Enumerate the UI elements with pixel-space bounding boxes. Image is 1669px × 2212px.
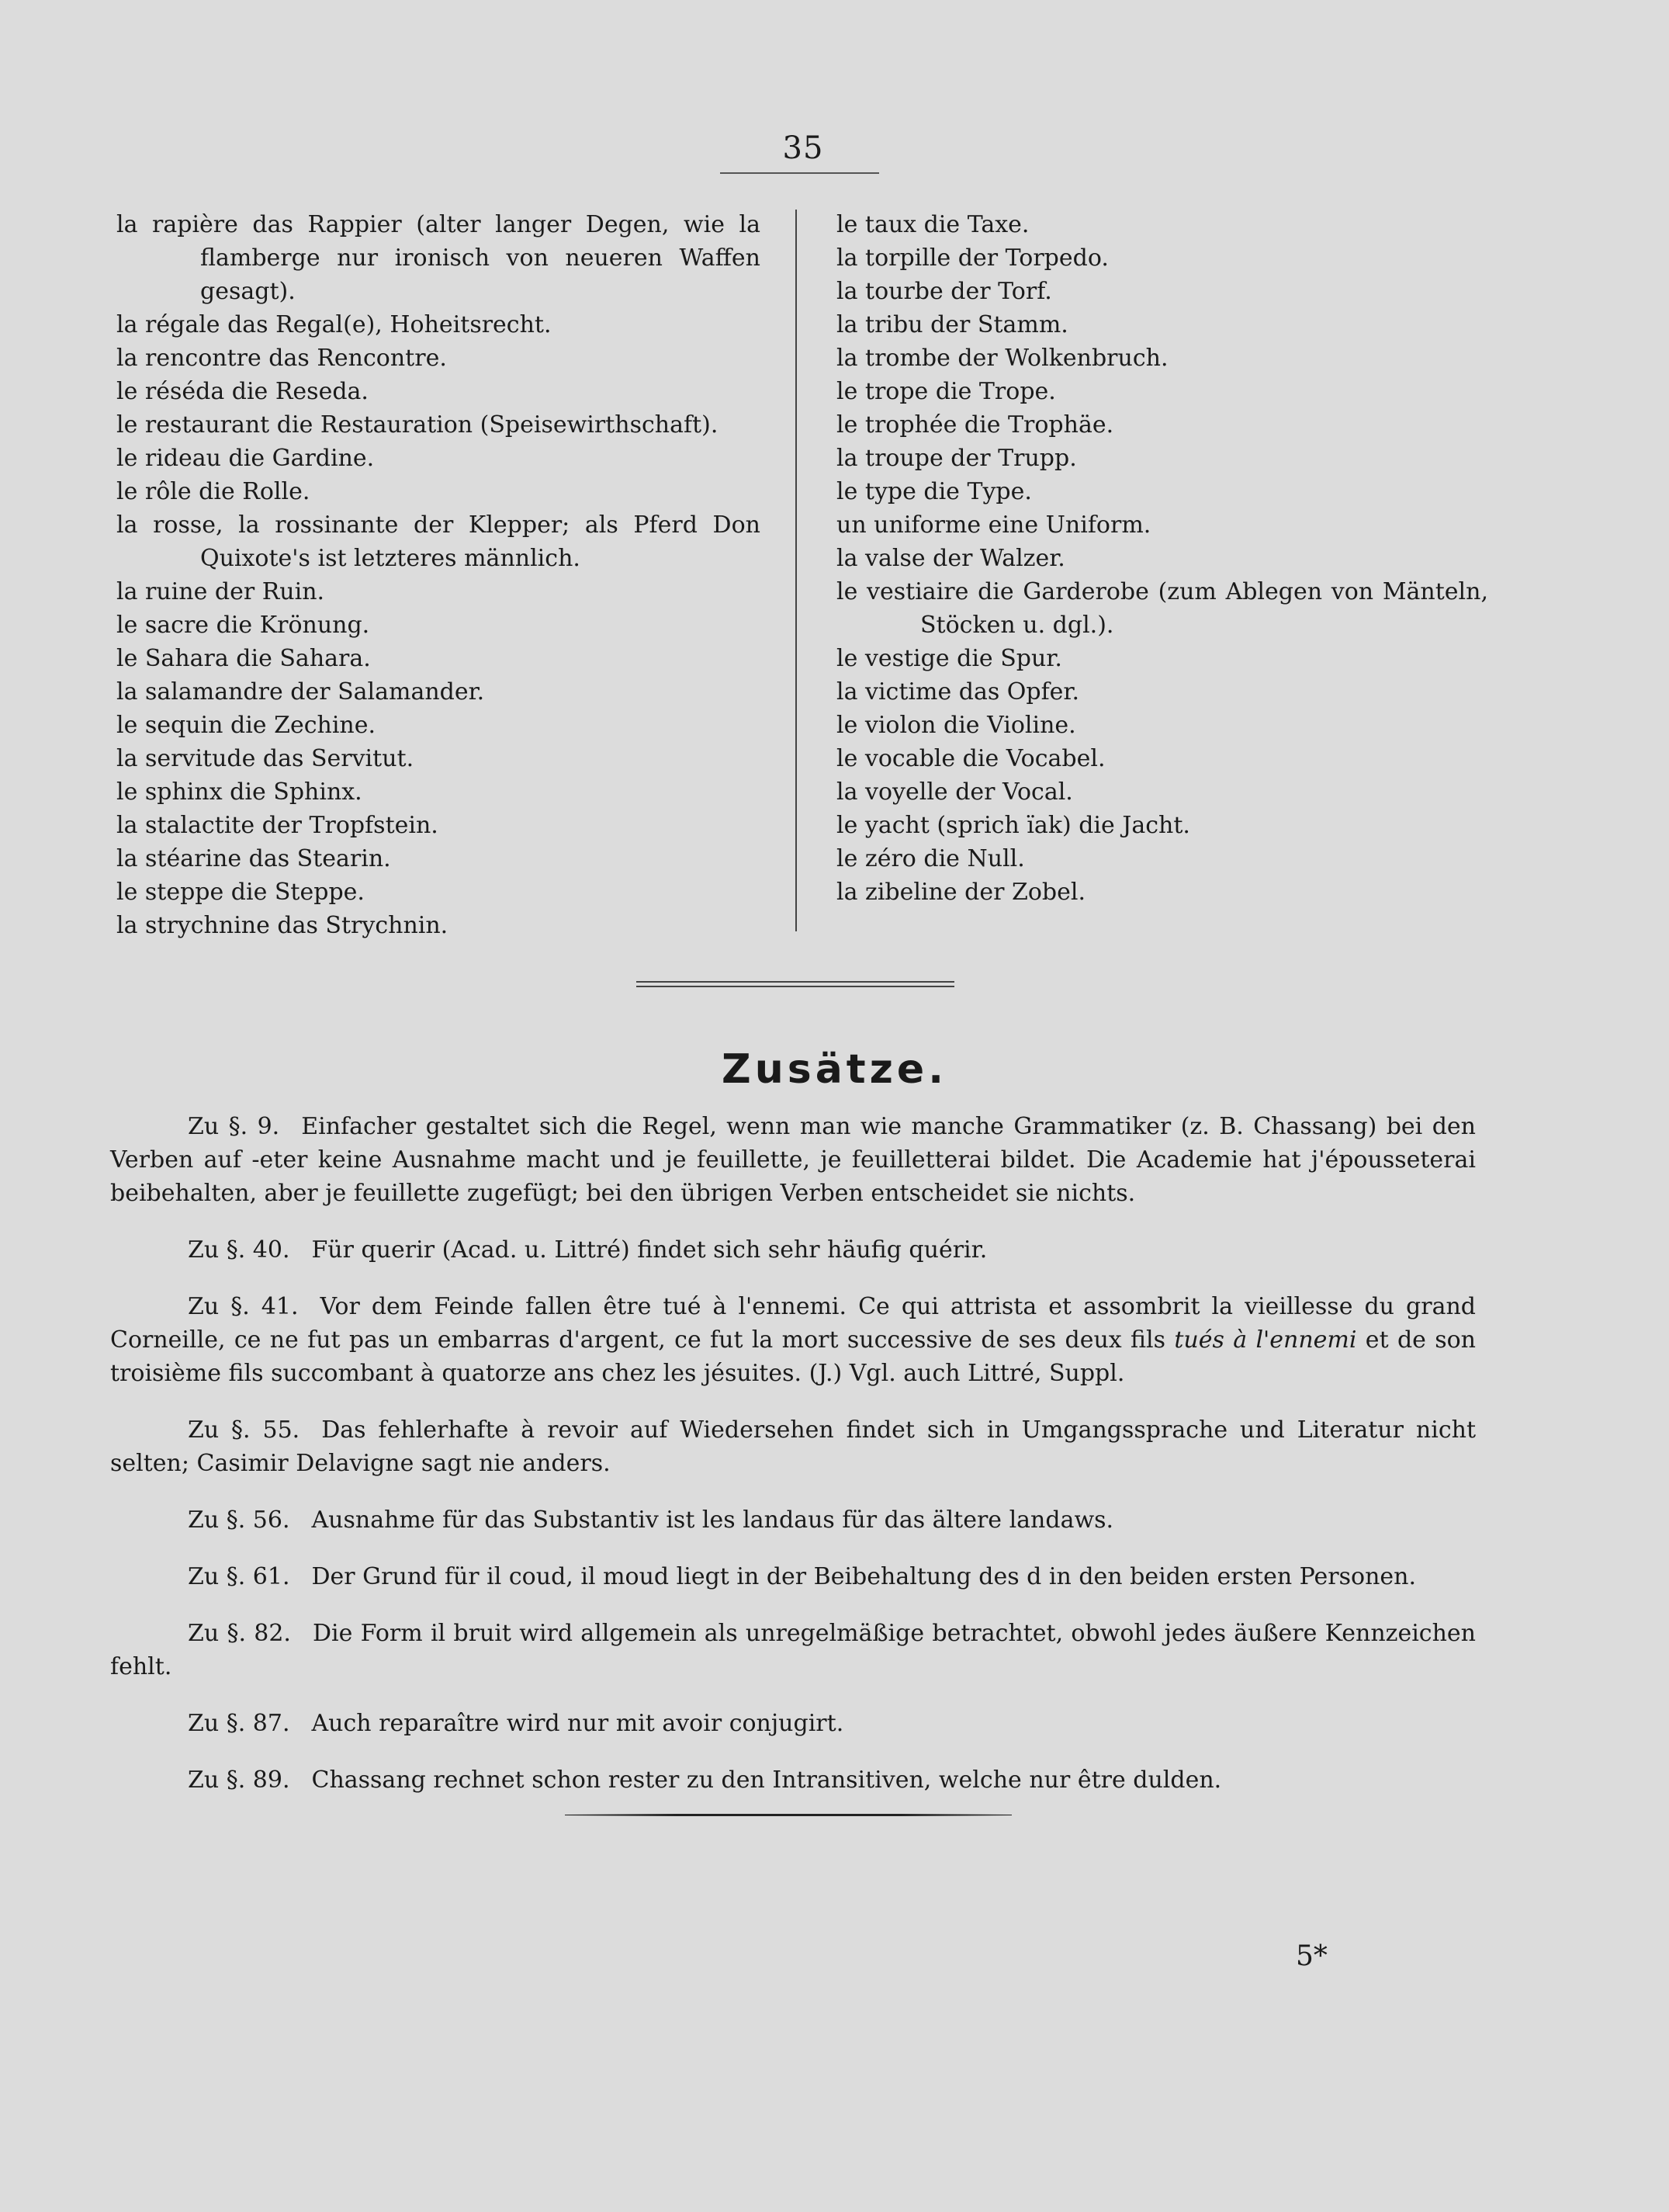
addition-text: Auch reparaître wird nur mit avoir conjugirt. (311, 1710, 844, 1737)
list-item: le réséda die Reseda. (116, 378, 369, 405)
list-item: la rapière das Rappier (alter langer Degen, wie la flamberge nur ironisch von neueren Waffen gesagt). (116, 211, 760, 305)
list-item: le violon die Violine. (836, 712, 1076, 739)
list-item: la tribu der Stamm. (836, 311, 1068, 338)
addition-ref: Zu §. 61. (188, 1563, 290, 1590)
list-item: le taux die Taxe. (836, 211, 1030, 238)
addition-text: Chassang rechnet schon rester zu den Intransitiven, welche nur être dulden. (311, 1766, 1222, 1794)
addition-paragraph (110, 1560, 1476, 1593)
page-number-rule (720, 172, 879, 174)
addition-ref: Zu §. 41. (188, 1293, 299, 1320)
addition-ref: Zu §. 9. (188, 1113, 280, 1140)
list-item: le rôle die Rolle. (116, 478, 310, 505)
left-column (116, 208, 760, 942)
list-item: la valse der Walzer. (836, 545, 1065, 572)
addition-text: Die Form il bruit wird allgemein als unregelmäßige betrachtet, obwohl jedes äußere Kennzeichen fehlt. (110, 1620, 1477, 1680)
addition-text: Einfacher gestaltet sich die Regel, wenn man wie manche Grammatiker (z. B. Chassang) bei den Verben auf -eter keine Ausnahme macht und je feuillette, je feuilletterai bildet. Die Academie hat j'épousseterai beibehalten, aber je feuillette zugefügt; bei den übrigen Verben entscheidet sie nichts. (110, 1113, 1476, 1207)
addition-paragraph (110, 1233, 1476, 1267)
addition-text: Der Grund für il coud, il moud liegt in der Beibehaltung des d in den beiden ersten Personen. (311, 1563, 1417, 1590)
addition-ref: Zu §. 89. (188, 1766, 290, 1794)
list-item: la torpille der Torpedo. (836, 244, 1109, 272)
addition-text: Vor dem Feinde fallen être tué à l'ennemi. Ce qui attrista et assombrit la vieillesse du grand Corneille, ce ne fut pas un embarras d'argent, ce fut la mort successive de ses deux fils (110, 1293, 1477, 1354)
addition-text: et de son troisième fils succombant à quatorze ans chez les jésuites. (J.) Vgl. auch Littré, Suppl. (110, 1326, 1477, 1387)
list-item: la ruine der Ruin. (116, 578, 325, 605)
addition-paragraph (110, 1290, 1476, 1390)
list-item: le type die Type. (836, 478, 1032, 505)
addition-paragraph (110, 1413, 1476, 1480)
list-item: le Sahara die Sahara. (116, 645, 371, 672)
list-item: le vocable die Vocabel. (836, 745, 1106, 772)
addition-text: Das fehlerhafte à revoir auf Wiedersehen findet sich in Umgangssprache und Literatur nicht selten; Casimir Delavigne sagt nie anders. (110, 1416, 1476, 1477)
bottom-rule (565, 1813, 1012, 1817)
addition-paragraph (110, 1707, 1476, 1740)
list-item: un uniforme eine Uniform. (836, 511, 1151, 539)
addition-paragraph (110, 1763, 1476, 1797)
addition-text: Für querir (Acad. u. Littré) findet sich sehr häufig quérir. (311, 1236, 988, 1264)
addition-ref: Zu §. 87. (188, 1710, 290, 1737)
list-item: la servitude das Servitut. (116, 745, 414, 772)
addition-text-emphasis: tués à l'ennemi (1174, 1326, 1357, 1354)
addition-paragraph (110, 1503, 1476, 1537)
list-item: la strychnine das Strychnin. (116, 912, 448, 939)
list-item: le trope die Trope. (836, 378, 1056, 405)
list-item: le vestige die Spur. (836, 645, 1062, 672)
list-item: le steppe die Steppe. (116, 879, 365, 906)
addition-text: Ausnahme für das Substantiv ist les landaus für das ältere landaws. (311, 1506, 1114, 1534)
list-item: le restaurant die Restauration (Speisewirthschaft). (116, 411, 719, 439)
list-item: le trophée die Trophäe. (836, 411, 1114, 439)
list-item: la tourbe der Torf. (836, 278, 1052, 305)
list-item: le vestiaire die Garderobe (zum Ablegen von Mänteln, Stöcken u. dgl.). (836, 578, 1488, 639)
page-number: 35 (782, 130, 824, 166)
addition-ref: Zu §. 56. (188, 1506, 290, 1534)
list-item: la stalactite der Tropfstein. (116, 812, 438, 839)
section-divider (636, 981, 954, 987)
addition-ref: Zu §. 82. (188, 1620, 291, 1647)
list-item: le sacre die Krönung. (116, 612, 370, 639)
list-item: la zibeline der Zobel. (836, 879, 1086, 906)
list-item: le rideau die Gardine. (116, 445, 375, 472)
list-item: la victime das Opfer. (836, 678, 1080, 706)
list-item: le zéro die Null. (836, 845, 1025, 872)
list-item: la voyelle der Vocal. (836, 778, 1073, 806)
addition-ref: Zu §. 55. (188, 1416, 300, 1444)
addition-paragraph (110, 1110, 1476, 1210)
list-item: le sequin die Zechine. (116, 712, 376, 739)
list-item: la troupe der Trupp. (836, 445, 1077, 472)
list-item: la stéarine das Stearin. (116, 845, 391, 872)
list-item: la trombe der Wolkenbruch. (836, 345, 1169, 372)
addition-ref: Zu §. 40. (188, 1236, 290, 1264)
list-item: le sphinx die Sphinx. (116, 778, 362, 806)
signature-mark: 5* (1296, 1940, 1328, 1972)
list-item: la salamandre der Salamander. (116, 678, 485, 706)
list-item: la rencontre das Rencontre. (116, 345, 447, 372)
right-column (836, 208, 1488, 909)
addition-paragraph (110, 1617, 1476, 1683)
list-item: la régale das Regal(e), Hoheitsrecht. (116, 311, 552, 338)
section-title: Zusätze. (722, 1046, 947, 1093)
list-item: le yacht (sprich ïak) die Jacht. (836, 812, 1190, 839)
additions-section (110, 1110, 1476, 1805)
list-item: la rosse, la rossinante der Klepper; als Pferd Don Quixote's ist letzteres männlich. (116, 511, 760, 572)
column-divider (795, 210, 797, 931)
